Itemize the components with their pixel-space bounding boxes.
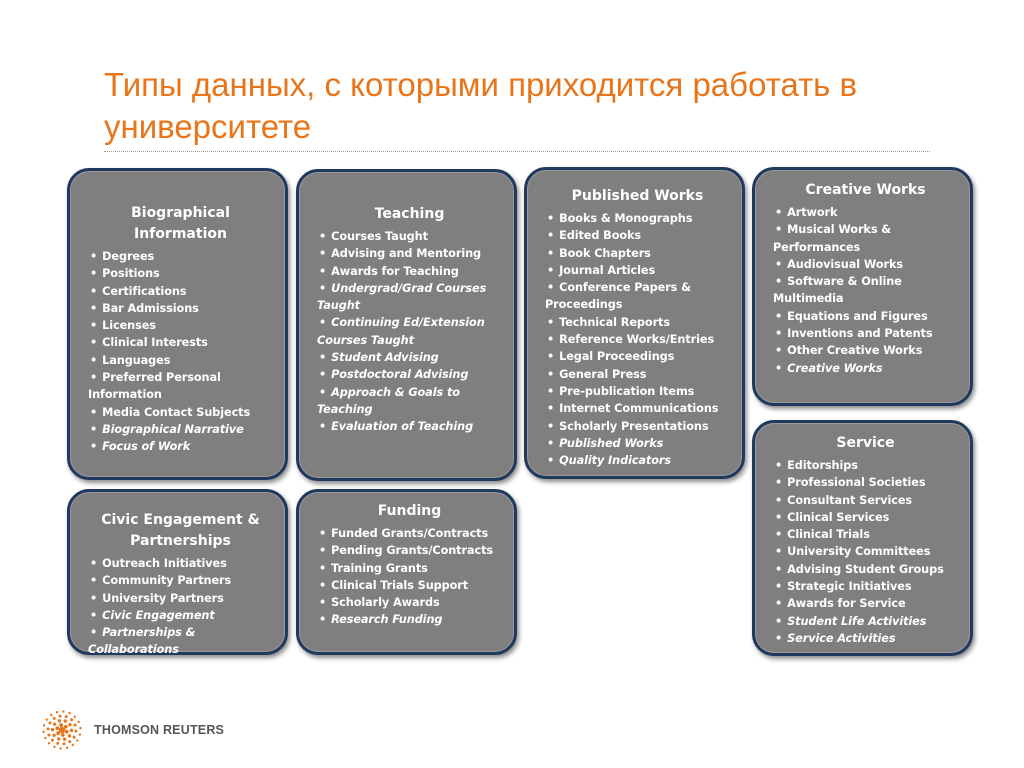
list-item: • General Press bbox=[545, 366, 730, 383]
box-biographical bbox=[67, 168, 288, 480]
list-item: • Audiovisual Works bbox=[773, 256, 958, 273]
list-item: • Licenses bbox=[88, 317, 273, 334]
list-item: • Consultant Services bbox=[773, 492, 958, 509]
item-list bbox=[773, 457, 958, 647]
list-item: • Creative Works bbox=[773, 360, 958, 377]
list-item: • Continuing Ed/Extension Courses Taught bbox=[317, 314, 502, 349]
thomson-reuters-logo bbox=[40, 708, 224, 752]
list-item: • Pre-publication Items bbox=[545, 383, 730, 400]
list-item: • Reference Works/Entries bbox=[545, 331, 730, 348]
list-item: • Quality Indicators bbox=[545, 452, 730, 469]
box-heading: Teaching bbox=[374, 206, 445, 222]
list-item: • Conference Papers & Proceedings bbox=[545, 279, 730, 314]
list-item: • Other Creative Works bbox=[773, 342, 958, 359]
box-civic-engagement bbox=[67, 489, 288, 655]
list-item: • Advising and Mentoring bbox=[317, 245, 502, 262]
list-item: • Clinical Interests bbox=[88, 334, 273, 351]
list-item: • Biographical Narrative bbox=[88, 421, 273, 438]
list-item: • Partnerships & Collaborations bbox=[88, 624, 273, 659]
list-item: • Book Chapters bbox=[545, 245, 730, 262]
item-list bbox=[773, 204, 958, 377]
box-published-works bbox=[524, 167, 745, 479]
list-item: • Editorships bbox=[773, 457, 958, 474]
list-item: • Training Grants bbox=[317, 560, 502, 577]
list-item: • Professional Societies bbox=[773, 474, 958, 491]
item-list bbox=[545, 210, 730, 469]
list-item: • Internet Communications bbox=[545, 400, 730, 417]
list-item: • Focus of Work bbox=[88, 438, 273, 455]
list-item: • Funded Grants/Contracts bbox=[317, 525, 502, 542]
list-item: • Artwork bbox=[773, 204, 958, 221]
list-item: • Undergrad/Grad Courses Taught bbox=[317, 280, 502, 315]
list-item: • Degrees bbox=[88, 248, 273, 265]
list-item: • Published Works bbox=[545, 435, 730, 452]
list-item: • Journal Articles bbox=[545, 262, 730, 279]
list-item: • Advising Student Groups bbox=[773, 561, 958, 578]
list-item: • Scholarly Awards bbox=[317, 594, 502, 611]
logo-text: THOMSON REUTERS bbox=[94, 723, 225, 737]
list-item: • Software & Online Multimedia bbox=[773, 273, 958, 308]
list-item: • Research Funding bbox=[317, 611, 502, 628]
box-heading: Civic Engagement & Partnerships bbox=[101, 512, 260, 549]
box-creative-works bbox=[752, 167, 973, 406]
list-item: • Positions bbox=[88, 265, 273, 282]
list-item: • Student Life Activities bbox=[773, 613, 958, 630]
list-item: • Musical Works & Performances bbox=[773, 221, 958, 256]
list-item: • Awards for Teaching bbox=[317, 263, 502, 280]
list-item: • University Partners bbox=[88, 590, 273, 607]
box-heading: Creative Works bbox=[805, 182, 926, 198]
box-heading: Biographical Information bbox=[131, 205, 230, 242]
list-item: • Courses Taught bbox=[317, 228, 502, 245]
list-item: • Service Activities bbox=[773, 630, 958, 647]
slide-title: Типы данных, с которыми приходится работать в университете bbox=[104, 66, 858, 145]
list-item: • Books & Monographs bbox=[545, 210, 730, 227]
list-item: • Student Advising bbox=[317, 349, 502, 366]
box-heading: Published Works bbox=[571, 188, 704, 204]
list-item: • Pending Grants/Contracts bbox=[317, 542, 502, 559]
title-divider bbox=[104, 151, 930, 152]
list-item: • University Committees bbox=[773, 543, 958, 560]
list-item: • Evaluation of Teaching bbox=[317, 418, 502, 435]
box-funding bbox=[296, 489, 517, 655]
item-list bbox=[317, 525, 502, 629]
list-item: • Civic Engagement bbox=[88, 607, 273, 624]
item-list bbox=[88, 248, 273, 456]
list-item: • Edited Books bbox=[545, 227, 730, 244]
list-item: • Awards for Service bbox=[773, 595, 958, 612]
list-item: • Inventions and Patents bbox=[773, 325, 958, 342]
list-item: • Approach & Goals to Teaching bbox=[317, 384, 502, 419]
list-item: • Technical Reports bbox=[545, 314, 730, 331]
list-item: • Outreach Initiatives bbox=[88, 555, 273, 572]
list-item: • Bar Admissions bbox=[88, 300, 273, 317]
list-item: • Languages bbox=[88, 352, 273, 369]
list-item: • Media Contact Subjects bbox=[88, 404, 273, 421]
list-item: • Preferred Personal Information bbox=[88, 369, 273, 404]
list-item: • Legal Proceedings bbox=[545, 348, 730, 365]
thomson-reuters-dot-logo-icon bbox=[40, 708, 84, 752]
list-item: • Clinical Services bbox=[773, 509, 958, 526]
list-item: • Clinical Trials Support bbox=[317, 577, 502, 594]
list-item: • Certifications bbox=[88, 283, 273, 300]
list-item: • Clinical Trials bbox=[773, 526, 958, 543]
list-item: • Scholarly Presentations bbox=[545, 418, 730, 435]
box-teaching bbox=[296, 169, 517, 481]
list-item: • Equations and Figures bbox=[773, 308, 958, 325]
list-item: • Community Partners bbox=[88, 572, 273, 589]
list-item: • Strategic Initiatives bbox=[773, 578, 958, 595]
item-list bbox=[88, 555, 273, 659]
box-heading: Funding bbox=[377, 503, 442, 519]
box-heading: Service bbox=[836, 435, 895, 451]
list-item: • Postdoctoral Advising bbox=[317, 366, 502, 383]
box-service bbox=[752, 420, 973, 656]
item-list bbox=[317, 228, 502, 436]
